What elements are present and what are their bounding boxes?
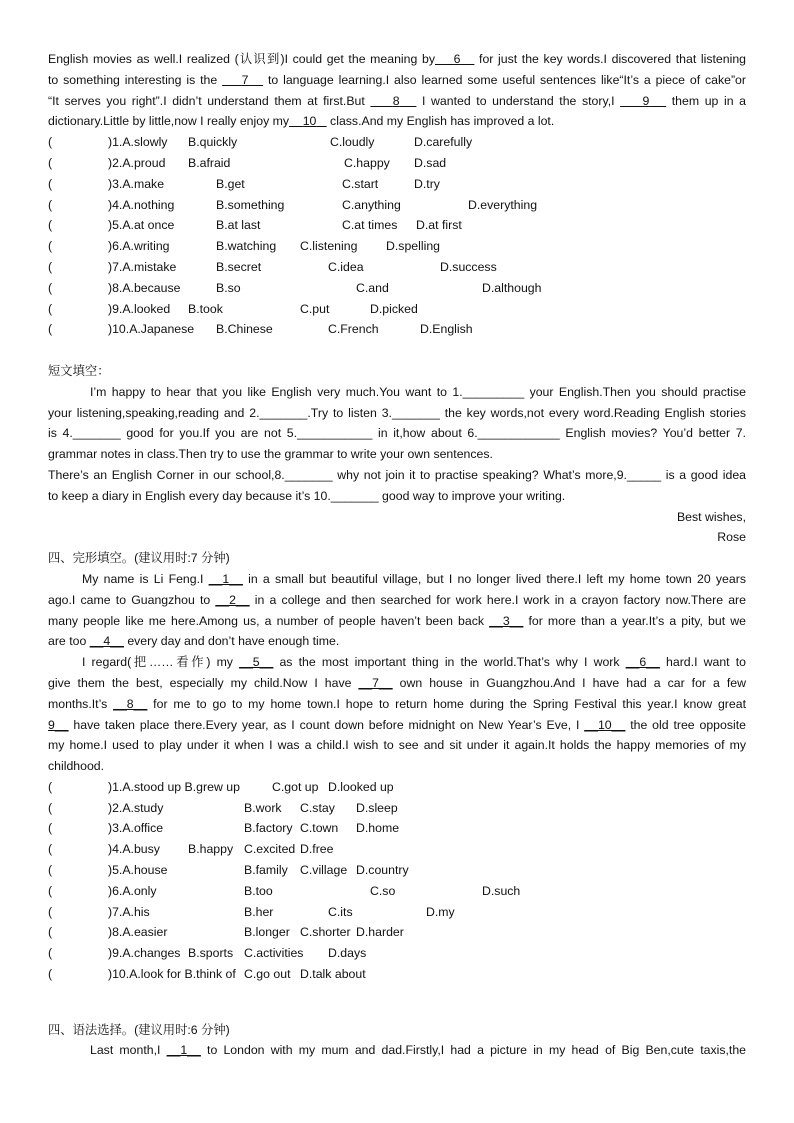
passage-line: There’s an English Corner in our school,8._______ why not join it to practise speaking? What’s more,9._____ is a good idea (48, 467, 746, 482)
passage-line: your listening,speaking,reading and 2._______.Try to listen 3._______ the key words,not every word.Reading English stories (48, 405, 746, 420)
blank-10: 10 (302, 114, 317, 129)
blank-1: __1__ (166, 1043, 201, 1058)
passage-line: months.It’s __8__ for me to go to my home town.I hope to return home during the Spring Festival this year.I know great (48, 696, 746, 711)
passage-line: grammar notes in class.Then try to use the grammar to write your own sentences. (48, 447, 493, 462)
blank-6: 6 (453, 52, 461, 66)
passage-line: “It serves you right”.I didn’t understand them at first.But 8 I wanted to understand the story,I 9 them up in a (48, 93, 746, 108)
question-row: ( )2.A.proud B.afraid C.happy D.sad (48, 155, 447, 170)
passage-line: Last month,I __1__ to London with my mum and dad.Firstly,I had a picture in my head of Big Ben,cute taxis,the (90, 1043, 746, 1058)
question-row: ( )8.A.because B.so C.and D.although (48, 280, 542, 295)
question-row: ( )9.A.looked B.took C.put D.picked (48, 301, 418, 316)
passage-line: My name is Li Feng.I __1__ in a small but beautiful village, but I no longer lived there.I left my home town 20 years (82, 571, 746, 586)
short-passage-section (48, 361, 746, 548)
passage-line: ago.I came to Guangzhou to __2__ in a college and then searched for work here.I work in a crayon factory now.There are (48, 592, 746, 607)
blank-1: __1__ (208, 571, 243, 586)
passage-line: I’m happy to hear that you like English very much.You want to 1._________ your English.Then you should practise (90, 384, 746, 399)
blank-9: 9 (642, 93, 650, 108)
blank-9: 9__ (48, 717, 69, 732)
question-row: ( )6.A.only B.too C.so D.such (48, 883, 521, 898)
passage-line: many people like me here.Among us, a number of people haven’t been back __3__ for more than a year.It’s a pity, but we (48, 613, 746, 628)
passage-line: are too __4__ every day and don’t have enough time. (48, 634, 340, 649)
question-row: ( )10.A.look for B.think of C.go out D.talk about (48, 967, 366, 982)
section-title: 四、语法选择。(建议用时:6 分钟) (48, 1022, 230, 1037)
passage-line: English movies as well.I realized (认识到)I could get the meaning by 6 for just the key words.I discovered that listening (48, 52, 746, 66)
question-row: ( )6.A.writing B.watching C.listening D.spelling (48, 239, 440, 254)
passage-line: I regard(把……看作) my __5__ as the most important thing in the world.That’s why I work __6__ hard.I want to (82, 655, 746, 670)
blank-6: __6__ (625, 655, 660, 670)
worksheet-page (48, 49, 746, 1061)
blank-3: __3__ (489, 613, 524, 628)
blank-7: __7__ (358, 675, 393, 690)
section-title: 四、完形填空。(建议用时:7 分钟) (48, 551, 230, 566)
question-row: ( )9.A.changes B.sports C.activities D.days (48, 946, 367, 961)
question-row: ( )5.A.at once B.at last C.at times D.at first (48, 218, 462, 233)
blank-7: 7 (241, 72, 249, 87)
passage-line: is 4._______ good for you.If you are not 5.___________ in it,how about 6.____________ English movies? You’d better 7. (48, 426, 746, 441)
question-row: ( )10.A.Japanese B.Chinese C.French D.English (48, 322, 473, 337)
passage-line: to keep a diary in English every day because it’s 10._______ good way to improve your writing. (48, 488, 566, 503)
blank-8: 8 (392, 93, 400, 108)
question-row: ( )4.A.nothing B.something C.anything D.everything (48, 197, 538, 212)
question-row: ( )3.A.office B.factory C.town D.home (48, 821, 400, 836)
passage-line: give them the best, especially my child.Now I have __7__ own house in Guangzhou.And I have had a car for a few (48, 675, 746, 690)
passage-line: 9__ have taken place there.Every year, as I count down before midnight on New Year’s Eve, I __10__ the old tree opposite (48, 717, 746, 732)
blank-8: __8__ (113, 696, 148, 711)
letter-closing: Best wishes, (676, 509, 746, 524)
question-row: ( )7.A.his B.her C.its D.my (48, 904, 455, 919)
passage-line: to something interesting is the 7 to language learning.I also learned some useful sentences like“It’s a piece of cake”or (48, 72, 746, 87)
question-list-1 (48, 132, 746, 340)
letter-signature: Rose (717, 530, 746, 545)
question-row: ( )1.A.stood up B.grew up C.got up D.looked up (48, 779, 394, 794)
blank-5: __5__ (239, 655, 274, 670)
grammar-section (48, 1020, 746, 1062)
question-row: ( )8.A.easier B.longer C.shorter D.harder (48, 925, 404, 940)
passage-line: childhood. (48, 759, 105, 774)
passage-1 (48, 49, 746, 132)
question-row: ( )4.A.busy B.happy C.excited D.free (48, 842, 334, 857)
section-title: 短文填空： (48, 363, 110, 378)
question-row: ( )7.A.mistake B.secret C.idea D.success (48, 259, 497, 274)
blank-4: __4__ (89, 634, 124, 649)
question-row: ( )2.A.study B.work C.stay D.sleep (48, 800, 398, 815)
cloze-section (48, 548, 746, 777)
blank-10: __10__ (584, 717, 626, 732)
blank-2: __2__ (215, 592, 250, 607)
passage-line: my home.I used to play under it when I was a child.I wish to see and sit under it again.It holds the happy memories of my (48, 738, 746, 753)
passage-line: dictionary.Little by little,now I really enjoy my 10 class.And my English has improved a lot. (48, 114, 555, 129)
question-row: ( )3.A.make B.get C.start D.try (48, 176, 440, 191)
question-row: ( )1.A.slowly B.quickly C.loudly D.carefully (48, 135, 473, 150)
question-row: ( )5.A.house B.family C.village D.country (48, 863, 409, 878)
question-list-2 (48, 777, 746, 985)
